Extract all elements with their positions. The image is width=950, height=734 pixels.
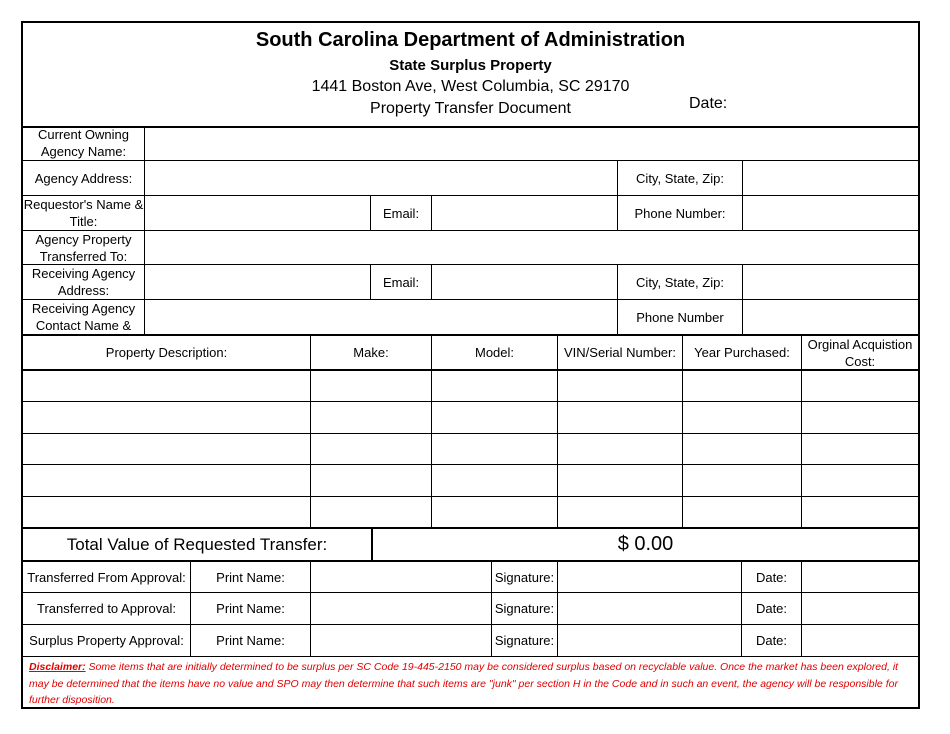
owning-agency-row: [23, 126, 918, 161]
col-vin-serial: VIN/Serial Number:: [557, 336, 682, 369]
email-label: Email:: [370, 196, 431, 230]
total-value: $ 0.00: [371, 529, 918, 560]
receiving-city-state-zip-label: City, State, Zip:: [617, 265, 742, 299]
table-row: [23, 434, 918, 465]
original-cost-cell[interactable]: [801, 371, 918, 401]
approval-row-to: [23, 593, 918, 625]
receiving-address-row: [23, 265, 918, 300]
year-purchased-cell[interactable]: [682, 434, 801, 464]
disclaimer-label: Disclaimer:: [29, 661, 86, 673]
signature-label: Signature:: [491, 562, 557, 592]
date-label: Date:: [741, 562, 801, 592]
signature-label: Signature:: [491, 593, 557, 624]
transferred-to-field[interactable]: [144, 231, 918, 264]
property-transfer-form: [21, 21, 920, 709]
receiving-contact-row: [23, 300, 918, 336]
approval-row-from: [23, 562, 918, 593]
make-cell[interactable]: [310, 465, 431, 496]
make-cell[interactable]: [310, 434, 431, 464]
date-field[interactable]: [801, 562, 918, 592]
model-cell[interactable]: [431, 465, 557, 496]
phone-number-label: Phone Number:: [617, 196, 742, 230]
signature-label: Signature:: [491, 625, 557, 656]
receiving-contact-field[interactable]: [144, 300, 617, 334]
org-title: South Carolina Department of Administration: [255, 29, 686, 51]
org-address: 1441 Boston Ave, West Columbia, SC 29170: [311, 78, 630, 95]
receiving-contact-label: Receiving Agency Contact Name &: [31, 301, 136, 333]
vin-serial-cell[interactable]: [557, 402, 682, 433]
total-row: [23, 529, 918, 562]
model-cell[interactable]: [431, 402, 557, 433]
print-name-field[interactable]: [310, 562, 491, 592]
make-cell[interactable]: [310, 402, 431, 433]
signature-field[interactable]: [557, 562, 741, 592]
division-title: State Surplus Property: [389, 57, 552, 74]
table-row: [23, 371, 918, 402]
date-field[interactable]: [801, 625, 918, 656]
year-purchased-cell[interactable]: [682, 402, 801, 433]
requestor-label: Requestor's Name & Title:: [23, 197, 144, 229]
vin-serial-cell[interactable]: [557, 434, 682, 464]
model-cell[interactable]: [431, 434, 557, 464]
agency-address-field[interactable]: [144, 161, 617, 195]
print-name-field[interactable]: [310, 593, 491, 624]
make-cell[interactable]: [310, 497, 431, 527]
property-description-cell[interactable]: [23, 434, 310, 464]
owning-agency-label: Current Owning Agency Name:: [37, 127, 130, 159]
col-original-cost: Orginal Acquistion Cost:: [801, 336, 918, 369]
property-description-cell[interactable]: [23, 497, 310, 527]
city-state-zip-field[interactable]: [742, 161, 918, 195]
vin-serial-cell[interactable]: [557, 497, 682, 527]
document-title: Property Transfer Document: [370, 100, 571, 117]
property-description-cell[interactable]: [23, 402, 310, 433]
agency-address-row: [23, 161, 918, 196]
agency-address-label: Agency Address:: [34, 170, 133, 186]
header-date-label: Date:: [689, 95, 728, 112]
property-description-cell[interactable]: [23, 371, 310, 401]
signature-field[interactable]: [557, 625, 741, 656]
disclaimer-text: Some items that are initially determined to be surplus per SC Code 19-445-2150 may be considered surplus based on recyclable value. Once the market has been explored, it may be determined that the items have no value and SPO may then determine that such items are "junk" per section H in the Code and in such an event, the agency will be responsible for further disposition.: [29, 661, 899, 706]
email-field[interactable]: [431, 196, 617, 230]
form-header: [23, 23, 918, 128]
property-description-cell[interactable]: [23, 465, 310, 496]
year-purchased-cell[interactable]: [682, 497, 801, 527]
receiving-city-state-zip-field[interactable]: [742, 265, 918, 299]
disclaimer: [29, 659, 914, 709]
table-row: [23, 465, 918, 497]
approval-row-surplus: [23, 625, 918, 657]
phone-number-field[interactable]: [742, 196, 918, 230]
property-table-header: [23, 336, 918, 371]
receiving-phone-field[interactable]: [742, 300, 918, 334]
print-name-field[interactable]: [310, 625, 491, 656]
transferred-to-approval-label: Transferred to Approval:: [37, 601, 176, 616]
vin-serial-cell[interactable]: [557, 371, 682, 401]
requestor-row: [23, 196, 918, 231]
col-year-purchased: Year Purchased:: [682, 336, 801, 369]
col-model: Model:: [431, 336, 557, 369]
receiving-phone-label: Phone Number: [617, 300, 742, 334]
year-purchased-cell[interactable]: [682, 371, 801, 401]
vin-serial-cell[interactable]: [557, 465, 682, 496]
signature-field[interactable]: [557, 593, 741, 624]
print-name-label: Print Name:: [190, 593, 310, 624]
transferred-from-approval-label: Transferred From Approval:: [27, 569, 186, 585]
date-label: Date:: [741, 625, 801, 656]
transferred-to-label: Agency Property Transferred To:: [35, 231, 132, 264]
owning-agency-field[interactable]: [144, 126, 918, 160]
make-cell[interactable]: [310, 371, 431, 401]
original-cost-cell[interactable]: [801, 465, 918, 496]
receiving-address-field[interactable]: [144, 265, 370, 299]
table-row: [23, 402, 918, 434]
receiving-address-label: Receiving Agency Address:: [31, 266, 136, 298]
print-name-label: Print Name:: [190, 562, 310, 592]
original-cost-cell[interactable]: [801, 434, 918, 464]
year-purchased-cell[interactable]: [682, 465, 801, 496]
date-label: Date:: [741, 593, 801, 624]
date-field[interactable]: [801, 593, 918, 624]
city-state-zip-label: City, State, Zip:: [617, 161, 742, 195]
total-label: Total Value of Requested Transfer:: [66, 535, 328, 554]
original-cost-cell[interactable]: [801, 402, 918, 433]
col-property-description: Property Description:: [105, 345, 228, 360]
original-cost-cell[interactable]: [801, 497, 918, 527]
col-make: Make:: [310, 336, 431, 369]
receiving-email-label: Email:: [370, 265, 431, 299]
model-cell[interactable]: [431, 371, 557, 401]
model-cell[interactable]: [431, 497, 557, 527]
transferred-to-row: [23, 231, 918, 265]
requestor-field[interactable]: [144, 196, 370, 230]
print-name-label: Print Name:: [190, 625, 310, 656]
table-row: [23, 497, 918, 529]
receiving-email-field[interactable]: [431, 265, 617, 299]
surplus-approval-label: Surplus Property Approval:: [29, 633, 184, 648]
